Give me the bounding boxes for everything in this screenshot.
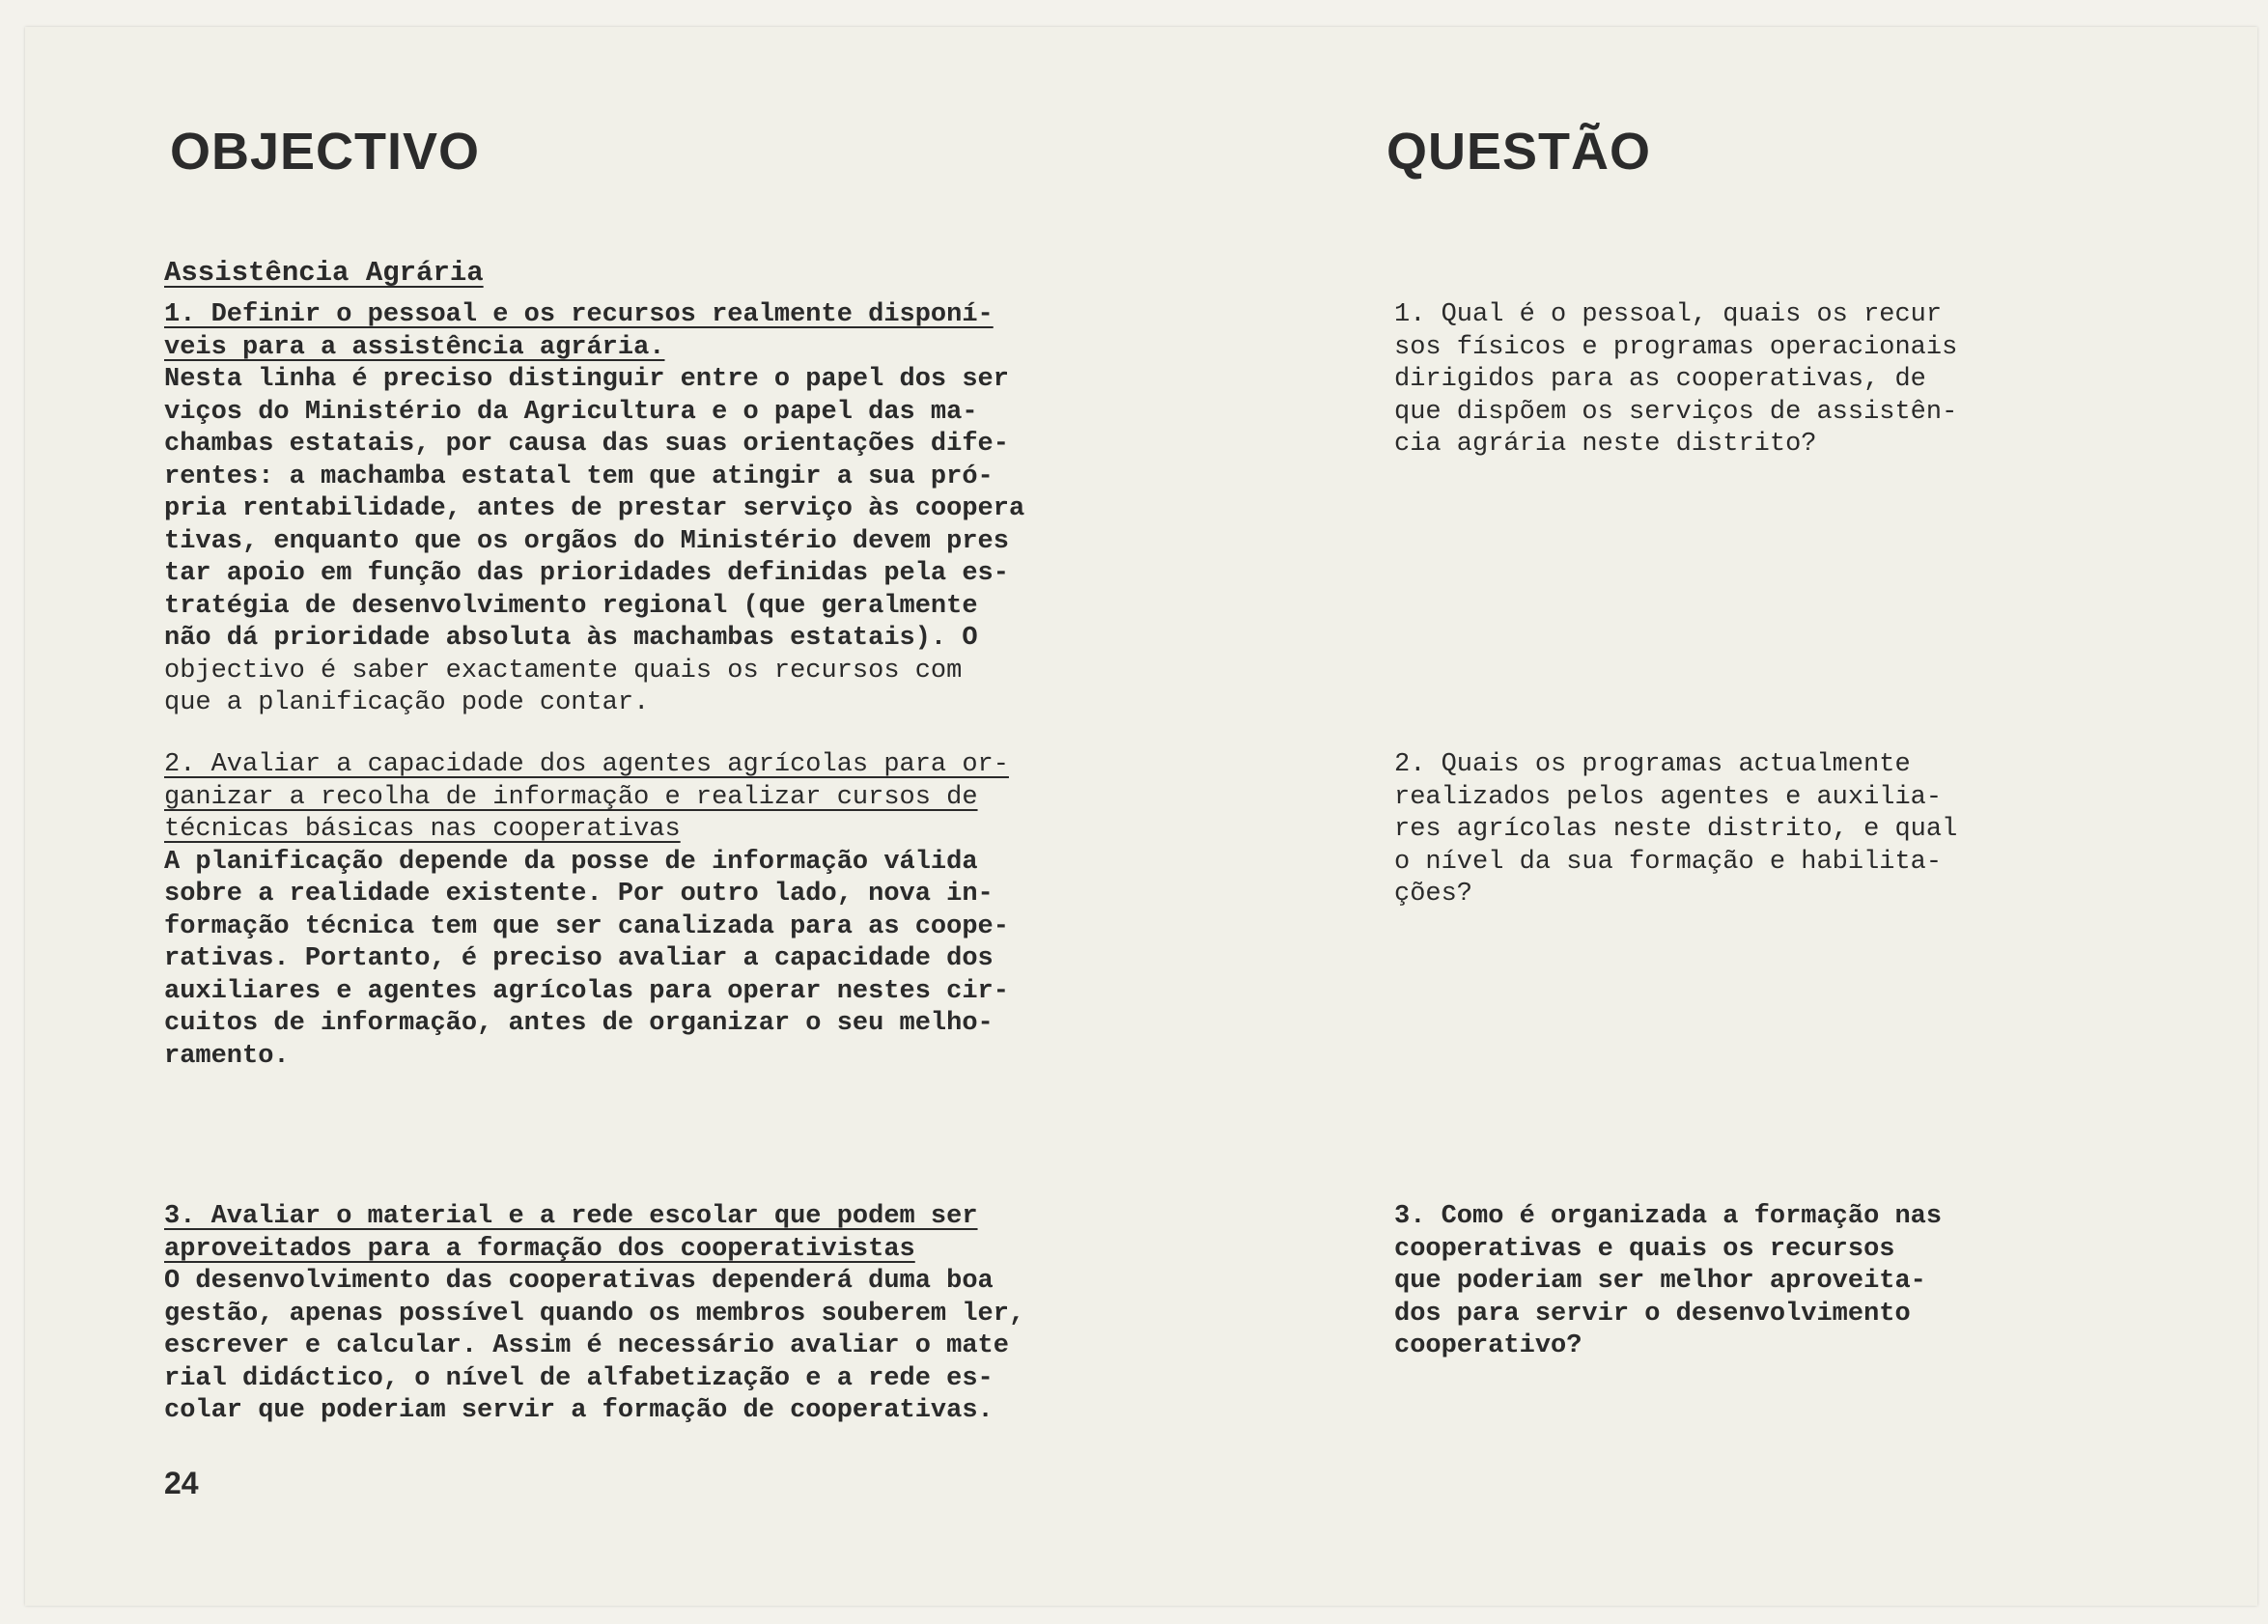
question-line: cooperativas e quais os recursos [1394, 1234, 1895, 1264]
objective-body-line: viços do Ministério da Agricultura e o papel das ma- [164, 397, 978, 427]
objective-body-line: formação técnica tem que ser canalizada para as coope- [164, 911, 1009, 941]
question-line: 3. Como é organizada a formação nas [1394, 1202, 1943, 1231]
question-line: realizados pelos agentes e auxilia- [1394, 782, 1943, 812]
question-line: sos físicos e programas operacionais [1394, 332, 1958, 362]
question-line: o nível da sua formação e habilita- [1394, 847, 1943, 877]
objective-body-line: não dá prioridade absoluta às machambas estatais). O [164, 624, 978, 653]
document-page [25, 27, 2257, 1606]
objective-body-line: Nesta linha é preciso distinguir entre o papel dos ser [164, 365, 1009, 394]
objective-body-line: objectivo é saber exactamente quais os recursos com [164, 656, 963, 686]
question-line: que poderiam ser melhor aproveita- [1394, 1267, 1926, 1296]
question-3 [1394, 1201, 2012, 1363]
objective-title-line: técnicas básicas nas cooperativas [164, 815, 681, 844]
objective-title-line: ganizar a recolha de informação e realizar cursos de [164, 782, 978, 812]
question-line: 1. Qual é o pessoal, quais os recur [1394, 300, 1943, 329]
question-2 [1394, 749, 2012, 911]
question-line: cooperativo? [1394, 1331, 1582, 1360]
question-line: res agrícolas neste distrito, e qual [1394, 815, 1958, 844]
page-number: 24 [164, 1466, 199, 1500]
question-line: 2. Quais os programas actualmente [1394, 750, 1911, 779]
objective-body-line: A planificação depende da posse de informação válida [164, 847, 978, 877]
objective-body-line: tar apoio em função das prioridades definidas pela es- [164, 559, 1009, 588]
objective-body-line: que a planificação pode contar. [164, 688, 650, 717]
objective-title-line: 1. Definir o pessoal e os recursos realmente disponí- [164, 300, 994, 329]
objective-body-line: escrever e calcular. Assim é necessário avaliar o mate [164, 1331, 1009, 1360]
objective-body-line: tivas, enquanto que os orgãos do Ministério devem pres [164, 526, 1009, 556]
objective-body-line: tratégia de desenvolvimento regional (que geralmente [164, 591, 978, 621]
objective-body-line: chambas estatais, por causa das suas orientações dife- [164, 430, 1009, 459]
objective-body-line: sobre a realidade existente. Por outro lado, nova in- [164, 880, 994, 909]
question-1 [1394, 299, 2012, 462]
objective-title-line: 3. Avaliar o material e a rede escolar que podem ser [164, 1202, 978, 1231]
objectivo-heading: OBJECTIVO [170, 123, 481, 181]
objective-title-line: veis para a assistência agrária. [164, 332, 665, 362]
objective-1 [164, 299, 1062, 720]
objective-2 [164, 749, 1062, 1073]
objective-body-line: gestão, apenas possível quando os membros souberem ler, [164, 1299, 1025, 1329]
objective-title-line: aproveitados para a formação dos cooperativistas [164, 1234, 915, 1264]
objective-body-line: auxiliares e agentes agrícolas para operar nestes cir- [164, 976, 1009, 1006]
objective-body-line: colar que poderiam servir a formação de cooperativas. [164, 1396, 994, 1425]
question-line: dirigidos para as cooperativas, de [1394, 365, 1926, 394]
objective-body-line: cuitos de informação, antes de organizar o seu melho- [164, 1009, 994, 1038]
questao-heading: QUESTÃO [1386, 123, 1652, 181]
objective-body-line: rativas. Portanto, é preciso avaliar a capacidade dos [164, 944, 994, 973]
objective-3 [164, 1201, 1062, 1428]
objective-title-line: 2. Avaliar a capacidade dos agentes agrícolas para or- [164, 750, 1009, 779]
question-line: que dispõem os serviços de assistên- [1394, 397, 1958, 427]
objective-body-line: rentes: a machamba estatal tem que atingir a sua pró- [164, 462, 994, 491]
section-title: Assistência Agrária [164, 257, 484, 289]
question-line: ções? [1394, 880, 1473, 909]
objective-body-line: ramento. [164, 1041, 290, 1071]
objective-body-line: pria rentabilidade, antes de prestar serviço às coopera [164, 494, 1025, 523]
question-line: dos para servir o desenvolvimento [1394, 1299, 1911, 1329]
objective-body-line: rial didáctico, o nível de alfabetização e a rede es- [164, 1363, 994, 1393]
objective-body-line: O desenvolvimento das cooperativas dependerá duma boa [164, 1267, 994, 1296]
question-line: cia agrária neste distrito? [1394, 430, 1817, 459]
